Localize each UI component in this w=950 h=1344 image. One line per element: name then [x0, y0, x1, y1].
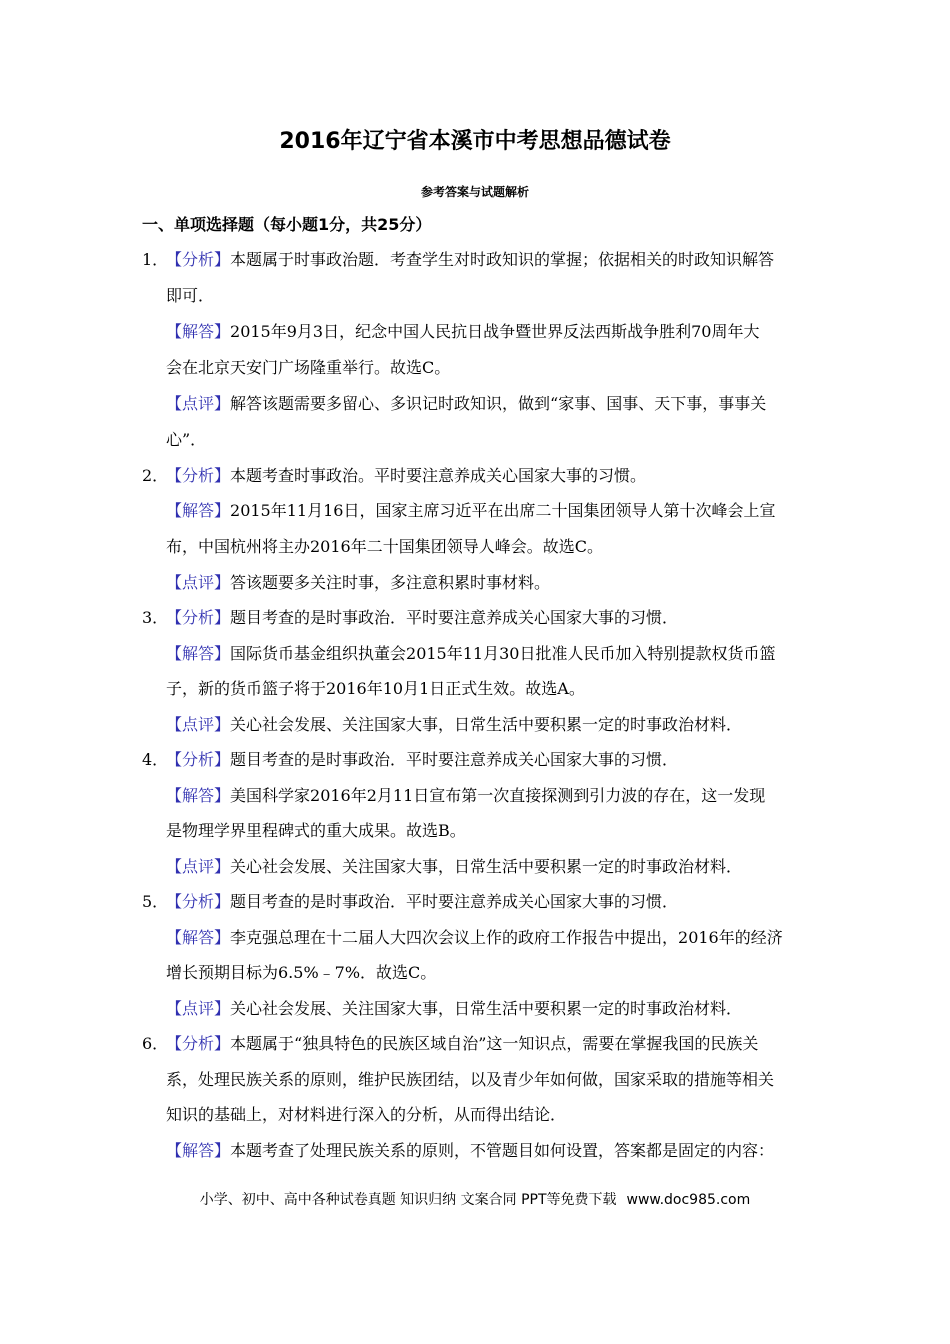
- answer-tag: 【解答】: [166, 501, 231, 520]
- footer-text: 小学、初中、高中各种试卷真题 知识归纳 文案合同 PPT等免费下载: [199, 1192, 617, 1208]
- answer-tag: 【解答】: [166, 644, 231, 663]
- answer-line: 【解答】2015年11月16日，国家主席习近平在出席二十国集团领导人第十次峰会上宣: [166, 501, 776, 520]
- answer-line: 【解答】国际货币基金组织执董会2015年11月30日批准人民币加入特别提款权货币篮: [166, 644, 776, 663]
- answer-tag: 【解答】: [166, 322, 231, 341]
- analysis-line: 知识的基础上，对材料进行深入的分析，从而得出结论．: [166, 1105, 567, 1124]
- analysis-line: 【分析】本题属于“独具特色的民族区域自治”这一知识点，需要在掌握我国的民族关: [166, 1034, 759, 1053]
- page-title: 2016年辽宁省本溪市中考思想品德试卷: [279, 129, 671, 154]
- answer-tag: 【解答】: [166, 928, 231, 947]
- analysis-line: 【分析】题目考查的是时事政治．平时要注意养成关心国家大事的习惯．: [166, 892, 679, 911]
- comment-tag: 【点评】: [166, 573, 231, 592]
- footer: [0, 1190, 950, 1210]
- comment-tag: 【点评】: [166, 857, 231, 876]
- subtitle: 参考答案与试题解析: [420, 185, 529, 199]
- answer-line: 【解答】美国科学家2016年2月11日宣布第一次直接探测到引力波的存在，这一发现: [166, 786, 766, 805]
- analysis-tag: 【分析】: [166, 1034, 231, 1053]
- comment-line: 【点评】答该题要多关注时事，多注意积累时事材料。: [166, 573, 551, 592]
- answer-line: 布，中国杭州将主办2016年二十国集团领导人峰会。故选C。: [166, 537, 603, 556]
- answer-line: 子，新的货币篮子将于2016年10月1日正式生效。故选A。: [166, 679, 585, 698]
- footer-link[interactable]: www.doc985.com: [626, 1192, 751, 1208]
- question-number: 5．: [142, 892, 169, 911]
- question-number: 2．: [142, 466, 169, 485]
- analysis-tag: 【分析】: [166, 250, 231, 269]
- analysis-line: 【分析】本题考查时事政治。平时要注意养成关心国家大事的习惯。: [166, 466, 647, 485]
- analysis-line: 【分析】本题属于时事政治题．考查学生对时政知识的掌握；依据相关的时政知识解答: [166, 250, 775, 269]
- analysis-line: 即可．: [166, 286, 215, 305]
- answer-line: 【解答】李克强总理在十二届人大四次会议上作的政府工作报告中提出，2016年的经济: [166, 928, 783, 947]
- question-number: 1．: [142, 250, 169, 269]
- analysis-tag: 【分析】: [166, 608, 231, 627]
- comment-tag: 【点评】: [166, 999, 231, 1018]
- answer-line: 增长预期目标为6.5%﹣7%．故选C。: [166, 963, 437, 982]
- comment-line: 【点评】关心社会发展、关注国家大事，日常生活中要积累一定的时事政治材料．: [166, 999, 743, 1018]
- question-number: 3．: [142, 608, 169, 627]
- answer-line: 会在北京天安门广场隆重举行。故选C。: [166, 358, 451, 377]
- comment-line: 【点评】关心社会发展、关注国家大事，日常生活中要积累一定的时事政治材料．: [166, 857, 743, 876]
- answer-line: 是物理学界里程碑式的重大成果。故选B。: [166, 821, 466, 840]
- comment-line: 心”．: [166, 430, 207, 449]
- analysis-tag: 【分析】: [166, 750, 231, 769]
- comment-line: 【点评】关心社会发展、关注国家大事，日常生活中要积累一定的时事政治材料．: [166, 715, 743, 734]
- analysis-tag: 【分析】: [166, 892, 231, 911]
- analysis-tag: 【分析】: [166, 466, 231, 485]
- comment-tag: 【点评】: [166, 715, 231, 734]
- analysis-line: 系，处理民族关系的原则，维护民族团结，以及青少年如何做，国家采取的措施等相关: [166, 1070, 775, 1089]
- comment-line: 【点评】解答该题需要多留心、多识记时政知识，做到“家事、国事、天下事，事事关: [166, 394, 767, 413]
- answer-tag: 【解答】: [166, 786, 231, 805]
- question-number: 4．: [142, 750, 169, 769]
- analysis-line: 【分析】题目考查的是时事政治．平时要注意养成关心国家大事的习惯．: [166, 750, 679, 769]
- question-number: 6．: [142, 1034, 169, 1053]
- answer-line: 【解答】本题考查了处理民族关系的原则，不管题目如何设置，答案都是固定的内容：: [166, 1141, 775, 1160]
- answer-tag: 【解答】: [166, 1141, 231, 1160]
- comment-tag: 【点评】: [166, 394, 231, 413]
- analysis-line: 【分析】题目考查的是时事政治．平时要注意养成关心国家大事的习惯．: [166, 608, 679, 627]
- answer-line: 【解答】2015年9月3日，纪念中国人民抗日战争暨世界反法西斯战争胜利70周年大: [166, 322, 760, 341]
- section-heading: 一、单项选择题（每小题1分，共25分）: [142, 215, 432, 234]
